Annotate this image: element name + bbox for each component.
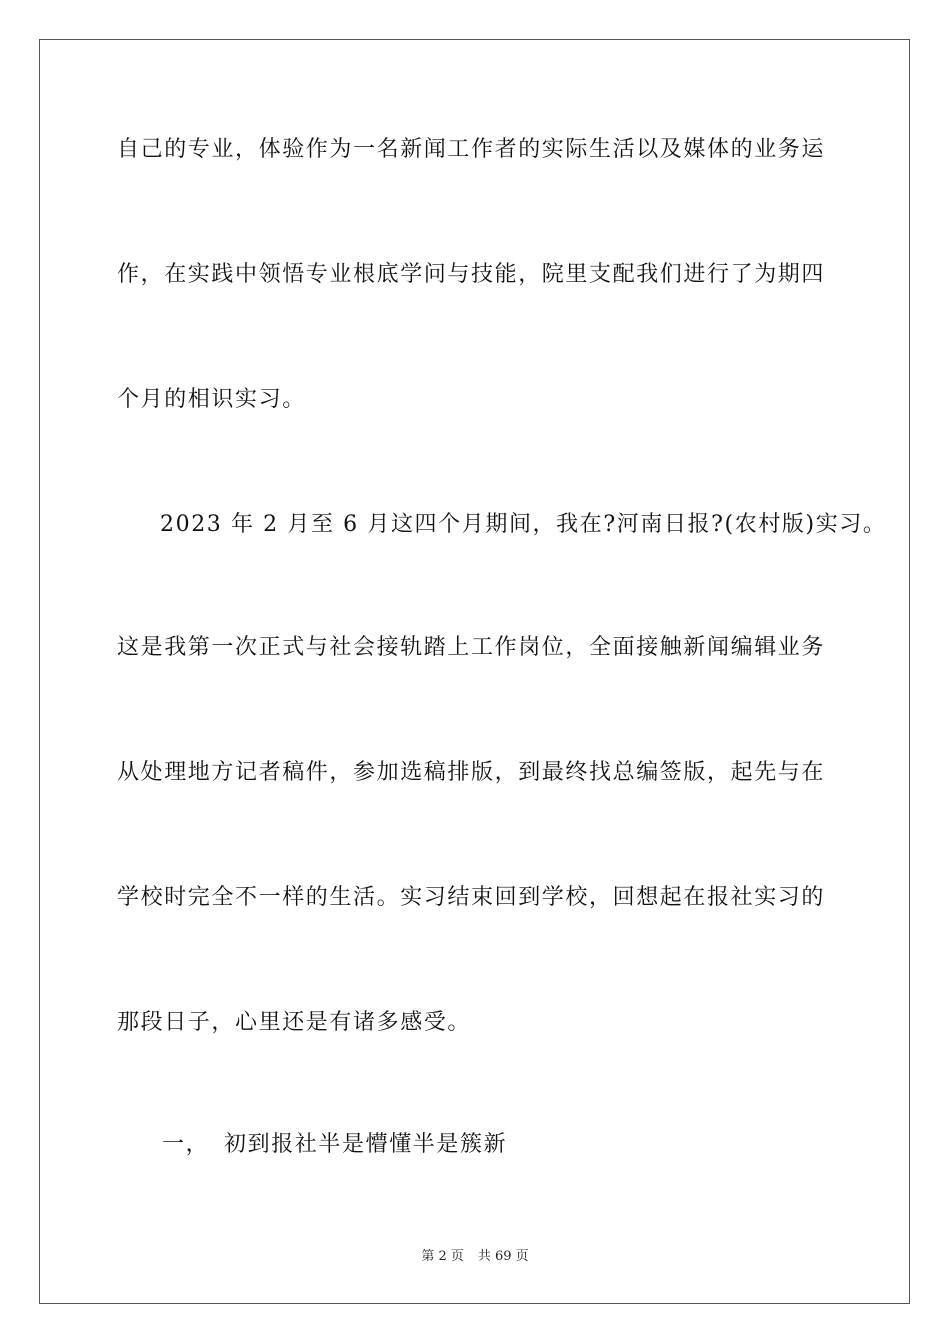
body-text-line: 那段日子，心里还是有诸多感受。	[117, 1010, 472, 1035]
body-text-line: 从处理地方记者稿件，参加选稿排版，到最终找总编签版，起先与在	[117, 760, 826, 785]
body-text-line: 这是我第一次正式与社会接轨踏上工作岗位，全面接触新闻编辑业务	[117, 635, 826, 660]
body-text-line: 2023 年 2 月至 6 月这四个月期间，我在?河南日报?(农村版)实习。	[160, 512, 887, 537]
page-footer	[0, 1249, 950, 1265]
page-border	[39, 39, 910, 1304]
body-text-line: 自己的专业，体验作为一名新闻工作者的实际生活以及媒体的业务运	[117, 137, 826, 162]
section-number: 一，	[162, 1132, 210, 1157]
body-text-line: 学校时完全不一样的生活。实习结束回到学校，回想起在报社实习的	[117, 885, 826, 910]
body-text-line: 个月的相识实习。	[117, 387, 306, 412]
page-number: 第 2 页	[421, 1249, 464, 1264]
section-title: 初到报社半是懵懂半是簇新	[224, 1132, 508, 1157]
section-heading	[162, 1131, 507, 1159]
body-text-line: 作，在实践中领悟专业根底学问与技能，院里支配我们进行了为期四	[117, 262, 826, 287]
page-total: 共 69 页	[477, 1249, 529, 1264]
